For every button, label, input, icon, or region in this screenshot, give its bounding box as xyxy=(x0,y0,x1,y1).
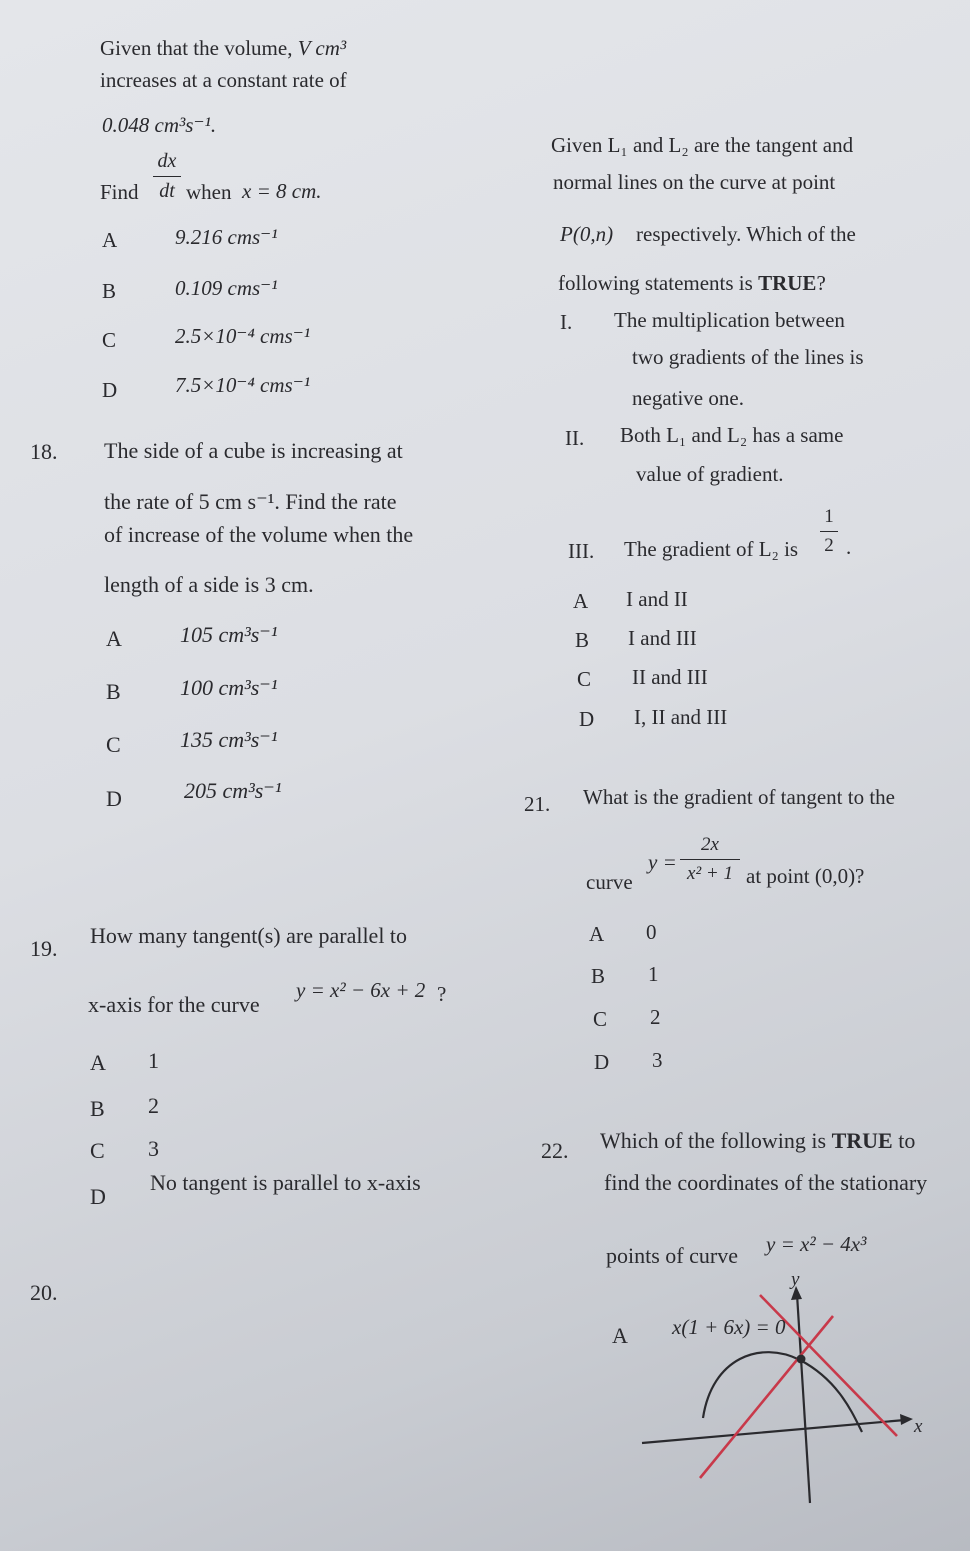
q22-option-letter[interactable]: A xyxy=(612,1323,628,1348)
q20-option-text[interactable]: II and III xyxy=(632,665,708,689)
q20-option-letter[interactable]: C xyxy=(577,667,592,691)
q19-option-text[interactable]: No tangent is parallel to x-axis xyxy=(150,1170,421,1195)
q18-option-text[interactable]: 135 cm³s⁻¹ xyxy=(180,727,278,752)
q20-statement-roman: I. xyxy=(560,310,573,334)
q18-option-text[interactable]: 205 cm³s⁻¹ xyxy=(184,778,282,803)
q22-equation: y = x² − 4x³ xyxy=(766,1232,867,1256)
q21-option-letter[interactable]: C xyxy=(593,1007,608,1031)
q18-line2: the rate of 5 cm s⁻¹. Find the rate xyxy=(104,489,397,514)
q21-number: 21. xyxy=(524,792,551,816)
q20-statement-line: The multiplication between xyxy=(614,308,845,332)
q21-option-letter[interactable]: A xyxy=(589,922,605,946)
q19-option-letter[interactable]: A xyxy=(90,1050,106,1075)
q20-option-letter[interactable]: A xyxy=(573,589,589,613)
q19-line1: How many tangent(s) are parallel to xyxy=(90,923,408,948)
q20-statement-line: negative one. xyxy=(632,386,744,410)
q17-option-letter[interactable]: C xyxy=(102,328,117,352)
q21-curve-fraction: 2x x² + 1 xyxy=(680,834,740,885)
q20-option-text[interactable]: I and III xyxy=(628,626,697,650)
q20-line1: Given L₁ and L₂ are the tangent and xyxy=(551,133,854,157)
q17-option-text[interactable]: 0.109 cms⁻¹ xyxy=(175,276,278,300)
q22-line2: find the coordinates of the stationary xyxy=(604,1170,928,1195)
q20-line4: following statements is TRUE? xyxy=(558,271,826,295)
q19-option-letter[interactable]: D xyxy=(90,1184,106,1209)
y-axis-line xyxy=(797,1294,810,1503)
x-axis-line xyxy=(642,1420,905,1443)
q21-tail: at point (0,0)? xyxy=(746,864,865,888)
q19-line2: x-axis for the curve xyxy=(88,992,260,1017)
q19-equation: y = x² − 6x + 2 xyxy=(296,978,426,1002)
q20-option-text[interactable]: I, II and III xyxy=(634,705,728,729)
q19-option-letter[interactable]: C xyxy=(90,1138,105,1163)
q18-line1: The side of a cube is increasing at xyxy=(104,438,403,463)
q17-option-letter[interactable]: A xyxy=(102,228,118,252)
q18-line3: of increase of the volume when the xyxy=(104,522,414,547)
q17-stem-line2: increases at a constant rate of xyxy=(100,68,347,92)
q21-option-text[interactable]: 3 xyxy=(652,1048,663,1072)
q19-question-mark: ? xyxy=(437,982,447,1006)
q20-statement-roman: III. xyxy=(568,539,595,563)
q20-statement-roman: II. xyxy=(565,426,585,450)
q19-option-text[interactable]: 3 xyxy=(148,1136,159,1161)
q19-option-text[interactable]: 1 xyxy=(148,1048,159,1073)
x-axis-label: x xyxy=(914,1416,923,1437)
x-axis-arrow-icon xyxy=(900,1414,913,1425)
q20-line3: respectively. Which of the xyxy=(636,222,856,246)
q21-y-equals: y = xyxy=(648,850,677,874)
q21-option-text[interactable]: 1 xyxy=(648,962,659,986)
q22-number: 22. xyxy=(541,1138,569,1163)
q20-number: 20. xyxy=(30,1280,58,1305)
q17-find-word: Find xyxy=(100,180,139,204)
q17-option-text[interactable]: 2.5×10⁻⁴ cms⁻¹ xyxy=(175,324,311,348)
q22-line3: points of curve xyxy=(606,1243,738,1268)
q21-option-letter[interactable]: D xyxy=(594,1050,610,1074)
q18-option-letter[interactable]: B xyxy=(106,679,121,704)
q20-option-text[interactable]: I and II xyxy=(626,587,688,611)
q20-statement-line: Both L₁ and L₂ has a same xyxy=(620,423,844,447)
q20-statement-line: value of gradient. xyxy=(636,462,784,486)
q17-option-letter[interactable]: B xyxy=(102,279,117,303)
q20-half-fraction: 1 2 xyxy=(820,506,838,557)
q20-point: P(0,n) xyxy=(560,222,614,246)
q21-option-text[interactable]: 0 xyxy=(646,920,657,944)
curve-path xyxy=(703,1352,862,1432)
q20-line2: normal lines on the curve at point xyxy=(553,170,836,194)
q21-curve-word: curve xyxy=(586,870,633,894)
q18-option-letter[interactable]: A xyxy=(106,626,122,651)
q18-option-letter[interactable]: D xyxy=(106,786,122,811)
q17-option-text[interactable]: 9.216 cms⁻¹ xyxy=(175,225,278,249)
q17-condition: x = 8 cm. xyxy=(242,179,322,203)
q21-line1: What is the gradient of tangent to the xyxy=(583,785,895,809)
q20-period: . xyxy=(846,535,852,559)
q17-when: when xyxy=(186,180,232,204)
q19-option-letter[interactable]: B xyxy=(90,1096,105,1121)
q20-statement-line: two gradients of the lines is xyxy=(632,345,864,369)
q20-option-letter[interactable]: D xyxy=(579,707,595,731)
q18-number: 18. xyxy=(30,439,58,464)
q20-statement-line: The gradient of L₂ is xyxy=(624,537,799,561)
q17-stem-line1: Given that the volume, V cm³ xyxy=(100,36,347,60)
q17-rate: 0.048 cm³s⁻¹. xyxy=(102,113,217,137)
red-line-2 xyxy=(700,1316,833,1478)
q19-number: 19. xyxy=(30,936,58,961)
q20-option-letter[interactable]: B xyxy=(575,628,590,652)
q17-option-letter[interactable]: D xyxy=(102,378,118,402)
q18-option-letter[interactable]: C xyxy=(106,732,121,757)
q17-derivative-fraction: dx dt xyxy=(153,150,181,203)
q21-option-text[interactable]: 2 xyxy=(650,1005,661,1029)
q18-line4: length of a side is 3 cm. xyxy=(104,572,314,597)
stationary-point-dot xyxy=(797,1355,806,1364)
q18-option-text[interactable]: 105 cm³s⁻¹ xyxy=(180,622,278,647)
q19-option-text[interactable]: 2 xyxy=(148,1093,159,1118)
q22-line1: Which of the following is TRUE to xyxy=(600,1128,916,1153)
q18-option-text[interactable]: 100 cm³s⁻¹ xyxy=(180,675,278,700)
graph-equation-label: x(1 + 6x) = 0 xyxy=(672,1315,786,1339)
q17-option-text[interactable]: 7.5×10⁻⁴ cms⁻¹ xyxy=(175,373,311,397)
q21-option-letter[interactable]: B xyxy=(591,964,606,988)
y-axis-label: y xyxy=(791,1269,800,1290)
